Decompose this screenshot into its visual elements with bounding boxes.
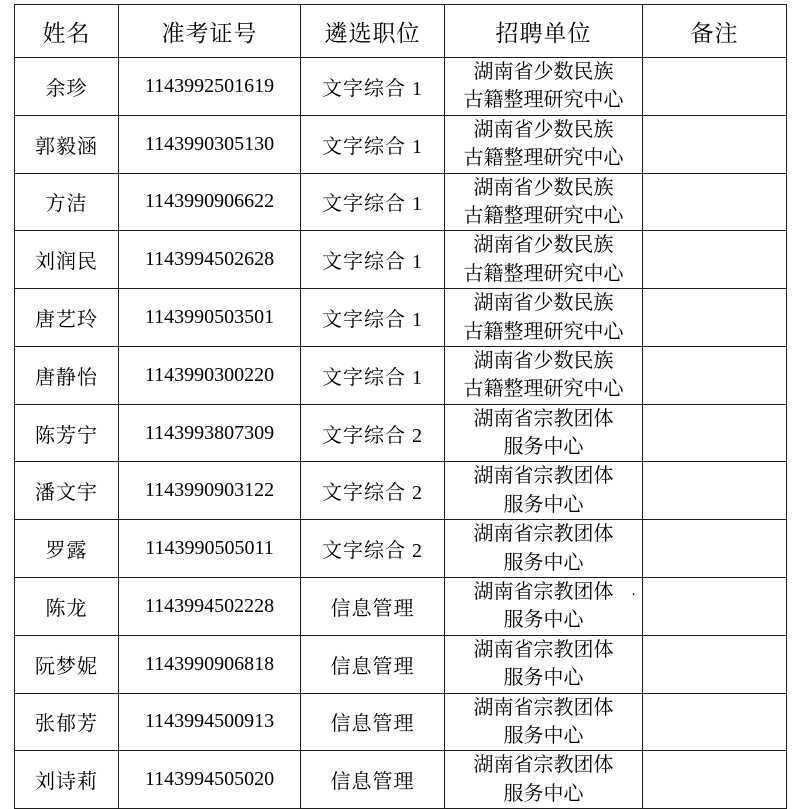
column-header-exam-id: 准考证号 [119, 5, 301, 58]
cell-unit-line2: 古籍整理研究中心 [463, 378, 624, 401]
cell-position: 文字综合 1 [301, 346, 445, 404]
cell-name: 郭毅涵 [15, 115, 119, 173]
cell-remark [643, 520, 787, 578]
cell-remark [643, 635, 787, 693]
cell-unit [445, 578, 643, 636]
cell-unit-line1: 湖南省宗教团体 [473, 638, 614, 661]
cell-remark [643, 231, 787, 289]
cell-name: 方洁 [15, 173, 119, 231]
cell-remark [643, 462, 787, 520]
cell-name: 唐艺玲 [15, 289, 119, 347]
cell-unit-line1: 湖南省少数民族 [473, 176, 614, 199]
document-page [0, 4, 800, 805]
cell-unit [445, 115, 643, 173]
table-row [15, 231, 787, 289]
cell-unit-line2: 古籍整理研究中心 [463, 320, 624, 343]
table-body [15, 58, 787, 809]
cell-unit-line1: 湖南省少数民族 [473, 292, 614, 315]
cell-remark [643, 115, 787, 173]
cell-remark [643, 58, 787, 116]
table-row [15, 751, 787, 809]
stray-dot-mark: · [631, 587, 636, 604]
table-row [15, 520, 787, 578]
cell-unit [445, 289, 643, 347]
cell-unit-line1: 湖南省宗教团体 [473, 581, 614, 604]
column-header-position: 遴选职位 [301, 5, 445, 58]
table-row [15, 173, 787, 231]
cell-position: 信息管理 [301, 578, 445, 636]
cell-unit-line1: 湖南省少数民族 [473, 118, 614, 141]
cell-unit [445, 231, 643, 289]
cell-remark [643, 404, 787, 462]
cell-unit-line2: 服务中心 [503, 551, 584, 574]
cell-name: 唐静怡 [15, 346, 119, 404]
table-row [15, 693, 787, 751]
cell-unit-line2: 服务中心 [503, 493, 584, 516]
cell-unit-line2: 古籍整理研究中心 [463, 89, 624, 112]
cell-unit-line1: 湖南省少数民族 [473, 349, 614, 372]
column-header-remark: 备注 [643, 5, 787, 58]
cell-unit-line1: 湖南省宗教团体 [473, 696, 614, 719]
cell-unit-line2: 服务中心 [503, 724, 584, 747]
cell-unit [445, 693, 643, 751]
cell-name: 潘文宇 [15, 462, 119, 520]
table-row [15, 346, 787, 404]
cell-unit-line2: 古籍整理研究中心 [463, 147, 624, 170]
cell-unit [445, 58, 643, 116]
cell-position: 文字综合 2 [301, 462, 445, 520]
cell-name: 陈龙 [15, 578, 119, 636]
cell-unit-line2: 古籍整理研究中心 [463, 262, 624, 285]
table-row [15, 58, 787, 116]
table-row [15, 404, 787, 462]
cell-position: 文字综合 1 [301, 173, 445, 231]
cell-exam-id: 1143994502228 [119, 578, 301, 636]
cell-unit-line1: 湖南省宗教团体 [473, 407, 614, 430]
cell-exam-id: 1143990505011 [119, 520, 301, 578]
cell-exam-id: 1143990503501 [119, 289, 301, 347]
cell-position: 文字综合 1 [301, 231, 445, 289]
cell-exam-id: 1143990305130 [119, 115, 301, 173]
cell-unit-line2: 服务中心 [503, 782, 584, 805]
cell-unit [445, 520, 643, 578]
column-header-name: 姓名 [15, 5, 119, 58]
cell-remark [643, 173, 787, 231]
table-row [15, 578, 787, 636]
cell-remark [643, 693, 787, 751]
cell-exam-id: 1143990300220 [119, 346, 301, 404]
cell-unit [445, 346, 643, 404]
cell-name: 阮梦妮 [15, 635, 119, 693]
cell-unit-line1: 湖南省宗教团体 [473, 754, 614, 777]
cell-exam-id: 1143990906622 [119, 173, 301, 231]
cell-name: 刘润民 [15, 231, 119, 289]
cell-remark [643, 578, 787, 636]
table-row [15, 462, 787, 520]
cell-position: 文字综合 1 [301, 289, 445, 347]
cell-name: 余珍 [15, 58, 119, 116]
cell-exam-id: 1143994500913 [119, 693, 301, 751]
cell-exam-id: 1143994505020 [119, 751, 301, 809]
table-row [15, 635, 787, 693]
cell-unit [445, 635, 643, 693]
cell-position: 文字综合 2 [301, 404, 445, 462]
candidate-roster-table [14, 4, 787, 809]
cell-unit [445, 404, 643, 462]
cell-unit-line1: 湖南省宗教团体 [473, 465, 614, 488]
cell-unit-line1: 湖南省少数民族 [473, 234, 614, 257]
cell-exam-id: 1143993807309 [119, 404, 301, 462]
cell-exam-id: 1143992501619 [119, 58, 301, 116]
cell-position: 文字综合 1 [301, 58, 445, 116]
cell-exam-id: 1143990903122 [119, 462, 301, 520]
table-header [15, 5, 787, 58]
column-header-unit: 招聘单位 [445, 5, 643, 58]
cell-position: 信息管理 [301, 693, 445, 751]
cell-position: 信息管理 [301, 751, 445, 809]
cell-unit [445, 751, 643, 809]
cell-position: 文字综合 1 [301, 115, 445, 173]
cell-exam-id: 1143990906818 [119, 635, 301, 693]
cell-name: 刘诗莉 [15, 751, 119, 809]
cell-name: 张郁芳 [15, 693, 119, 751]
cell-name: 陈芳宁 [15, 404, 119, 462]
cell-unit-line2: 服务中心 [503, 436, 584, 459]
table-row [15, 289, 787, 347]
cell-unit-line1: 湖南省少数民族 [473, 61, 614, 83]
cell-position: 文字综合 2 [301, 520, 445, 578]
cell-unit [445, 462, 643, 520]
cell-unit-line2: 服务中心 [503, 667, 584, 690]
cell-unit-line2: 服务中心 [503, 609, 584, 632]
cell-remark [643, 751, 787, 809]
cell-remark [643, 289, 787, 347]
cell-unit [445, 173, 643, 231]
header-row [15, 5, 787, 58]
cell-exam-id: 1143994502628 [119, 231, 301, 289]
cell-unit-line1: 湖南省宗教团体 [473, 523, 614, 546]
cell-remark [643, 346, 787, 404]
cell-name: 罗露 [15, 520, 119, 578]
cell-position: 信息管理 [301, 635, 445, 693]
table-row [15, 115, 787, 173]
cell-unit-line2: 古籍整理研究中心 [463, 204, 624, 227]
